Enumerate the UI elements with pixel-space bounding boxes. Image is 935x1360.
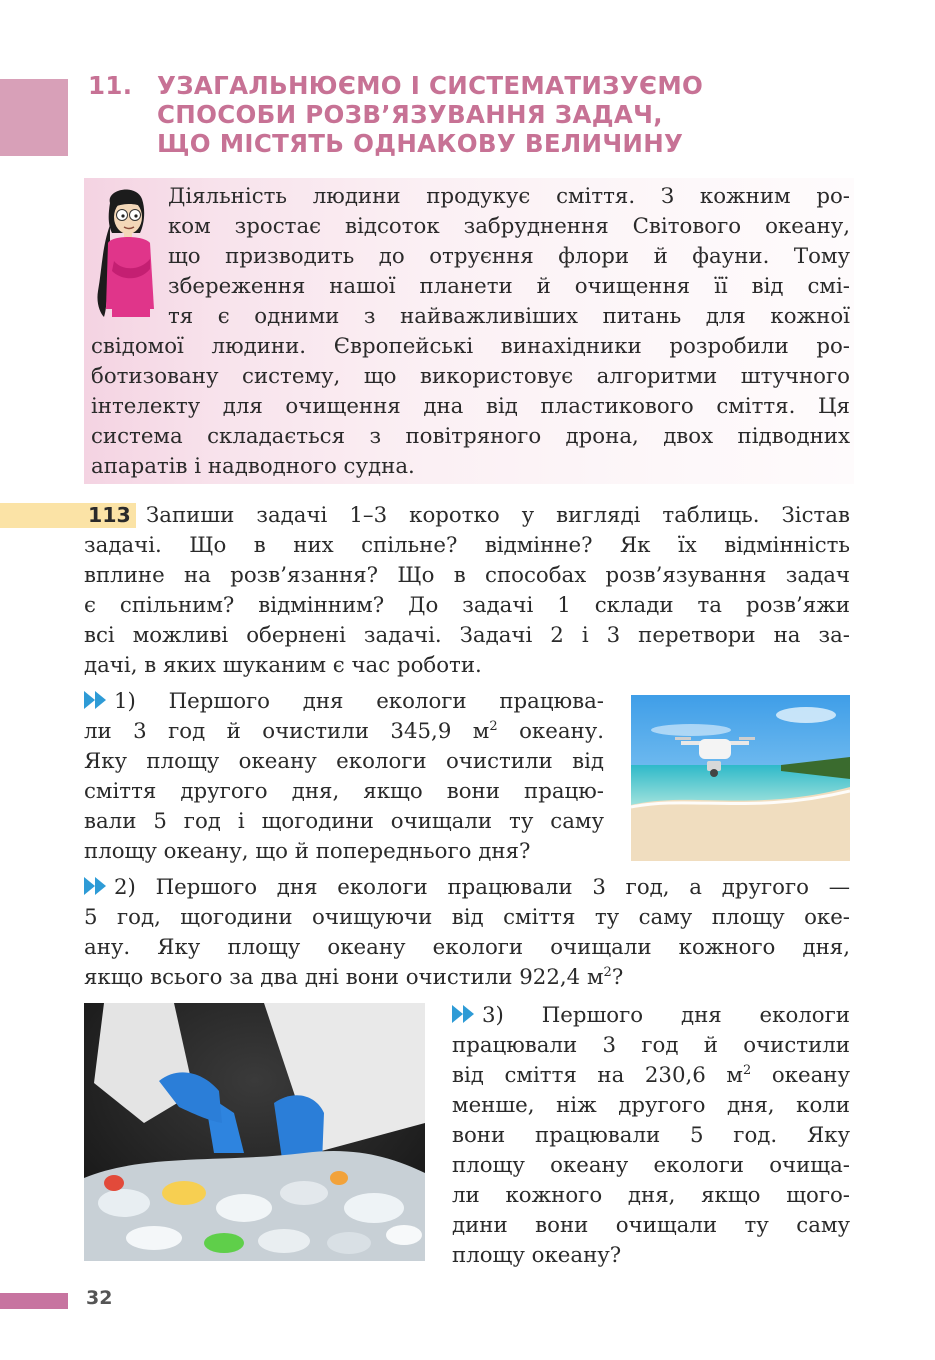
section-number: 11. xyxy=(88,71,133,100)
intro-line-4: збереження нашої планети й очищення її від смі- xyxy=(168,274,850,299)
task-2 xyxy=(84,873,850,993)
intro-line-10: апаратів і надводного судна. xyxy=(91,454,415,479)
task-3-label: 3) xyxy=(482,1003,504,1028)
plastic-sorting-photo xyxy=(84,1003,425,1261)
exercise-line-6: дачі, в яких шуканим є час роботи. xyxy=(84,653,482,678)
task-3-line-1: Першого дня екологи xyxy=(541,1003,850,1028)
intro-indented-text xyxy=(168,182,850,332)
task-2-line-3: ану. Яку площу океану екологи очищали кожного дня, xyxy=(84,935,850,960)
intro-line-6: свідомої людини. Європейські винахідники розробили ро- xyxy=(91,334,850,359)
title-line-2: СПОСОБИ РОЗВ’ЯЗУВАННЯ ЗАДАЧ, xyxy=(157,100,663,129)
drone-beach-photo xyxy=(631,695,850,861)
task-2-line-2: 5 год, щогодини очищуючи від сміття ту саму площу оке- xyxy=(84,905,850,930)
double-arrow-icon xyxy=(452,1005,476,1023)
intro-line-3: що призводить до отруєння флори й фауни. Тому xyxy=(168,244,850,269)
intro-full-text xyxy=(91,332,850,482)
exercise-line-3: вплине на розв’язання? Що в способах розв’язування задач xyxy=(84,563,850,588)
task-2-line-1: Першого дня екологи працювали 3 год, а другого — xyxy=(155,875,850,900)
task-1 xyxy=(84,687,604,867)
intro-line-5: тя є одними з найважливіших питань для кожної xyxy=(168,304,850,329)
exercise-line-4: є спільним? відмінним? До задачі 1 склади та розв’яжи xyxy=(84,593,850,618)
intro-line-8: інтелекту для очищення дна від пластикового сміття. Ця xyxy=(91,394,850,419)
task-3-line-9: площу океану? xyxy=(452,1243,622,1268)
task-3-line-5: вони працювали 5 год. Яку xyxy=(452,1123,850,1148)
task-1-line-6: площу океану, що й попереднього дня? xyxy=(84,839,531,864)
task-1-line-1: Першого дня екологи працюва- xyxy=(168,689,604,714)
exercise-line-2: задачі. Що в них спільне? відмінне? Як їх відмінність xyxy=(84,533,850,558)
task-3-line-6: площу океану екологи очища- xyxy=(452,1153,850,1178)
exercise-text-first xyxy=(146,501,850,531)
double-arrow-icon xyxy=(84,691,108,709)
footer-bar xyxy=(0,1293,68,1309)
task-3-line-7: ли кожного дня, якщо щого- xyxy=(452,1183,850,1208)
task-3-line-4: менше, ніж другого дня, коли xyxy=(452,1093,850,1118)
title-line-3: ЩО МІСТЯТЬ ОДНАКОВУ ВЕЛИЧИНУ xyxy=(157,129,684,158)
exercise-text xyxy=(84,531,850,681)
page-number: 32 xyxy=(86,1287,113,1309)
exercise-number: 113 xyxy=(88,503,131,527)
girl-character-illustration xyxy=(88,185,158,320)
task-1-line-5: вали 5 год і щогодини очищали ту саму xyxy=(84,809,604,834)
intro-line-7: ботизовану систему, що використовує алгоритми штучного xyxy=(91,364,850,389)
task-2-label: 2) xyxy=(114,875,136,900)
task-1-line-3: Яку площу океану екологи очистили від xyxy=(84,749,604,774)
title-line-1: УЗАГАЛЬНЮЄМО І СИСТЕМАТИЗУЄМО xyxy=(157,71,704,100)
exercise-line-5: всі можливі обернені задачі. Задачі 2 і 3 перетвори на за- xyxy=(84,623,850,648)
intro-line-9: система складається з повітряного дрона, двох підводних xyxy=(91,424,850,449)
exercise-line-1: Запиши задачі 1–3 коротко у вигляді таблиць. Зістав xyxy=(146,503,850,528)
intro-line-1: Діяльність людини продукує сміття. З кожним ро- xyxy=(168,184,850,209)
task-3-line-3: від сміття на 230,6 $м^2$ океану xyxy=(452,1063,850,1088)
task-3-line-2: працювали 3 год й очистили xyxy=(452,1033,850,1058)
intro-line-2: ком зростає відсоток забруднення Світового океану, xyxy=(168,214,850,239)
task-1-line-2: ли 3 год й очистили 345,9 $м^2$ океану. xyxy=(84,719,605,744)
double-arrow-icon xyxy=(84,877,108,895)
task-2-line-4: якщо всього за два дні вони очистили 922,4 $м^2$? xyxy=(84,965,624,990)
task-3 xyxy=(452,1001,850,1271)
task-1-label: 1) xyxy=(114,689,136,714)
task-1-line-4: сміття другого дня, якщо вони працю- xyxy=(84,779,604,804)
chapter-side-block xyxy=(0,79,68,156)
task-3-line-8: дини вони очищали ту саму xyxy=(452,1213,850,1238)
